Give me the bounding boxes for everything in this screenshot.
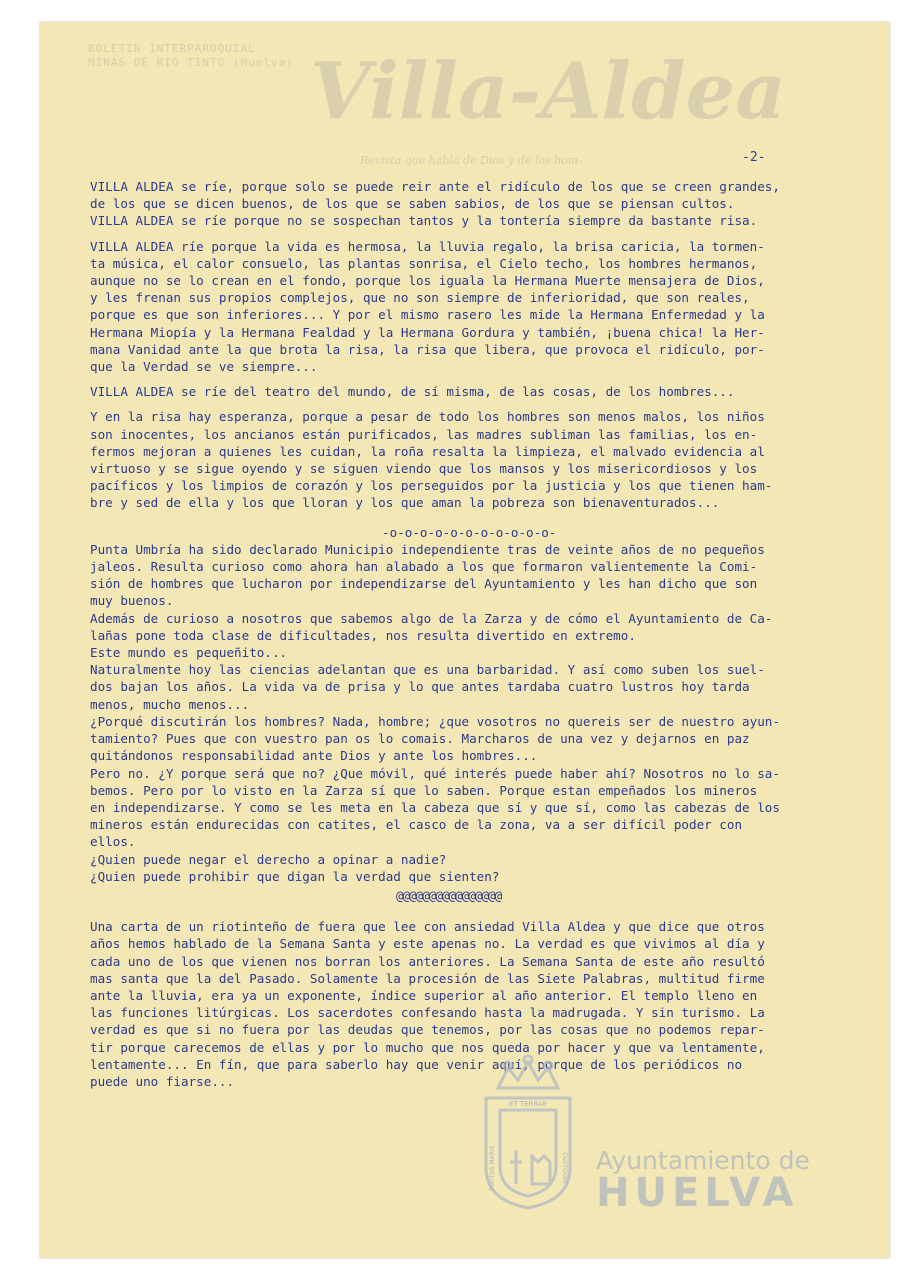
- crest-left-band: PORTUS MARIS: [489, 1145, 496, 1191]
- watermark-institution-name: HUELVA: [596, 1170, 799, 1216]
- paragraph-line: quitándonos responsabilidad ante Dios y ante los hombres...: [90, 748, 538, 764]
- paragraph-line: ¿Quien puede prohibir que digan la verdad que sienten?: [90, 868, 500, 884]
- watermark-institution-line1: Ayuntamiento de: [596, 1146, 810, 1175]
- paragraph-line: ¿Porqué discutirán los hombres? Nada, hombre; ¿que vosotros no quereis ser de nuestro ayun-: [90, 713, 780, 729]
- paragraph-line: lentamente... En fín, que para saberlo hay que venir aquí, porque de los periódicos no: [90, 1056, 743, 1072]
- paragraph-line: sión de hombres que lucharon por independizarse del Ayuntamiento y les han dicho que son: [90, 576, 758, 592]
- paragraph-line: Pero no. ¿Y porque será que no? ¿Que móvil, qué interés puede haber ahí? Nosotros no lo sa-: [90, 765, 780, 781]
- paragraph-line: lañas pone toda clase de dificultades, nos resulta divertido en extremo.: [90, 627, 636, 643]
- paragraph-line: ante la lluvia, era ya un exponente, índice superior al año anterior. El templo lleno en: [90, 987, 758, 1003]
- paragraph-line: ta música, el calor consuelo, las plantas sonrisa, el Cielo techo, los hombres hermanos,: [90, 255, 758, 271]
- paragraph-line: VILLA ALDEA ríe porque la vida es hermosa, la lluvia regalo, la brisa caricia, la tormen-: [90, 238, 765, 254]
- coat-of-arms-watermark-icon: [468, 1050, 588, 1210]
- paragraph-line: pacíficos y los limpios de corazón y los perseguidos por la justicia y los que tienen ham-: [90, 478, 773, 494]
- paragraph-line: aunque no se lo crean en el fondo, porque los iguala la Hermana Muerte mensajera de Dios,: [90, 273, 765, 289]
- paragraph-line: Además de curioso a nosotros que sabemos algo de la Zarza y de cómo el Ayuntamiento de Ca-: [90, 610, 773, 626]
- paragraph-line: Punta Umbría ha sido declarado Municipio independiente tras de veinte años de no pequeños: [90, 541, 765, 557]
- section-divider: -o-o-o-o-o-o-o-o-o-o-o-: [382, 524, 557, 540]
- paragraph-line: mineros están endurecidas con catites, el casco de la zona, va a ser difícil poder con: [90, 817, 743, 833]
- bleed-through-subtitle: Revista que habla de Dios y de los hom-: [360, 154, 583, 167]
- paragraph-line: mas santa que la del Pasado. Solamente la procesión de las Siete Palabras, multitud firme: [90, 970, 765, 986]
- bleed-header-line1: BOLETIN INTERPAROQUIAL: [88, 42, 256, 55]
- paragraph-line: Una carta de un riotinteño de fuera que lee con ansiedad Villa Aldea y que dice que otros: [90, 919, 765, 935]
- page-number: -2-: [742, 150, 766, 165]
- bleed-through-logo: Villa-Aldea: [310, 46, 786, 137]
- paragraph-line: Y en la risa hay esperanza, porque a pesar de todo los hombres son menos malos, los niños: [90, 409, 765, 425]
- paragraph-line: Este mundo es pequeñito...: [90, 645, 288, 661]
- paragraph-line: dos bajan los años. La vida va de prisa y lo que antes tardaba cuatro lustros hoy tarda: [90, 679, 750, 695]
- paragraph-line: ¿Quien puede negar el derecho a opinar a nadie?: [90, 851, 447, 867]
- crest-motto: ET TERRAE: [508, 1100, 548, 1108]
- paragraph-line: de los que se dicen buenos, de los que se saben sabios, de los que se piensan cultos.: [90, 196, 735, 212]
- paragraph-line: bemos. Pero por lo visto en la Zarza sí que lo saben. Porque estan empeñados los mineros: [90, 782, 758, 798]
- paragraph-line: ellos.: [90, 834, 136, 850]
- paragraph-line: VILLA ALDEA se ríe del teatro del mundo, de sí misma, de las cosas, de los hombres...: [90, 384, 735, 400]
- paragraph-line: virtuoso y se sigue oyendo y se siguen viendo que los mansos y los misericordiosos y los: [90, 461, 758, 477]
- paragraph-line: menos, mucho menos...: [90, 696, 250, 712]
- paragraph-line: Hermana Miopía y la Hermana Fealdad y la Hermana Gordura y también, ¡buena chica! la Her-: [90, 324, 765, 340]
- paragraph-line: verdad es que si no fuera por las deudas que tenemos, por las cosas que no podemos repar-: [90, 1022, 765, 1038]
- paragraph-line: puede uno fiarse...: [90, 1073, 235, 1089]
- paragraph-line: años hemos hablado de la Semana Santa y este apenas no. La verdad es que vivimos al día y: [90, 936, 765, 952]
- paragraph-line: que la Verdad se ve siempre...: [90, 359, 318, 375]
- paragraph-line: bre y sed de ella y los que lloran y los que aman la pobreza son bienaventurados...: [90, 495, 720, 511]
- paragraph-line: tir porque carecemos de ellas y por lo mucho que nos queda por hacer y que va lentamente,: [90, 1039, 765, 1055]
- document-page: [40, 22, 890, 1258]
- paragraph-line: VILLA ALDEA se ríe porque no se sospechan tantos y la tontería siempre da bastante risa.: [90, 213, 758, 229]
- paragraph-line: son inocentes, los ancianos están purificados, las madres subliman las familias, los en-: [90, 426, 758, 442]
- paragraph-line: muy buenos.: [90, 593, 174, 609]
- paragraph-line: y les frenan sus propios complejos, que no son siempre de inferioridad, que son reales,: [90, 290, 750, 306]
- section-divider: @@@@@@@@@@@@@@@@: [396, 887, 502, 903]
- paragraph-line: en independizarse. Y como se les meta en la cabeza que sí y que sí, como las cabezas de los: [90, 799, 780, 815]
- paragraph-line: mana Vanidad ante la que brota la risa, la risa que libera, que provoca el ridículo, por-: [90, 341, 765, 357]
- crest-right-band: CUSTODIA: [561, 1152, 568, 1184]
- body-text: [90, 178, 880, 1090]
- paragraph-line: VILLA ALDEA se ríe, porque solo se puede reir ante el ridículo de los que se creen grandes,: [90, 179, 780, 194]
- bleed-through-header: [88, 42, 294, 70]
- paragraph-line: las funciones litúrgicas. Los sacerdotes confesando hasta la madrugada. Y sin turismo. La: [90, 1005, 765, 1021]
- paragraph-line: cada uno de los que vienen nos borran los anteriores. La Semana Santa de este año resultó: [90, 953, 765, 969]
- paragraph-line: fermos mejoran a quienes les cuidan, la roña resalta la limpieza, el malvado evidencia al: [90, 443, 765, 459]
- paragraph-line: tamiento? Pues que con vuestro pan os lo comais. Marcharos de una vez y dejarnos en paz: [90, 731, 750, 747]
- paragraph-line: jaleos. Resulta curioso como ahora han alabado a los que formaron valientemente la Comi-: [90, 559, 758, 575]
- bleed-header-line2: MINAS DE RIO TINTO (Huelva): [88, 56, 294, 69]
- paragraph-line: porque es que son inferiores... Y por el mismo rasero les mide la Hermana Enfermedad y la: [90, 307, 765, 323]
- paragraph-line: Naturalmente hoy las ciencias adelantan que es una barbaridad. Y así como suben los suel-: [90, 662, 765, 678]
